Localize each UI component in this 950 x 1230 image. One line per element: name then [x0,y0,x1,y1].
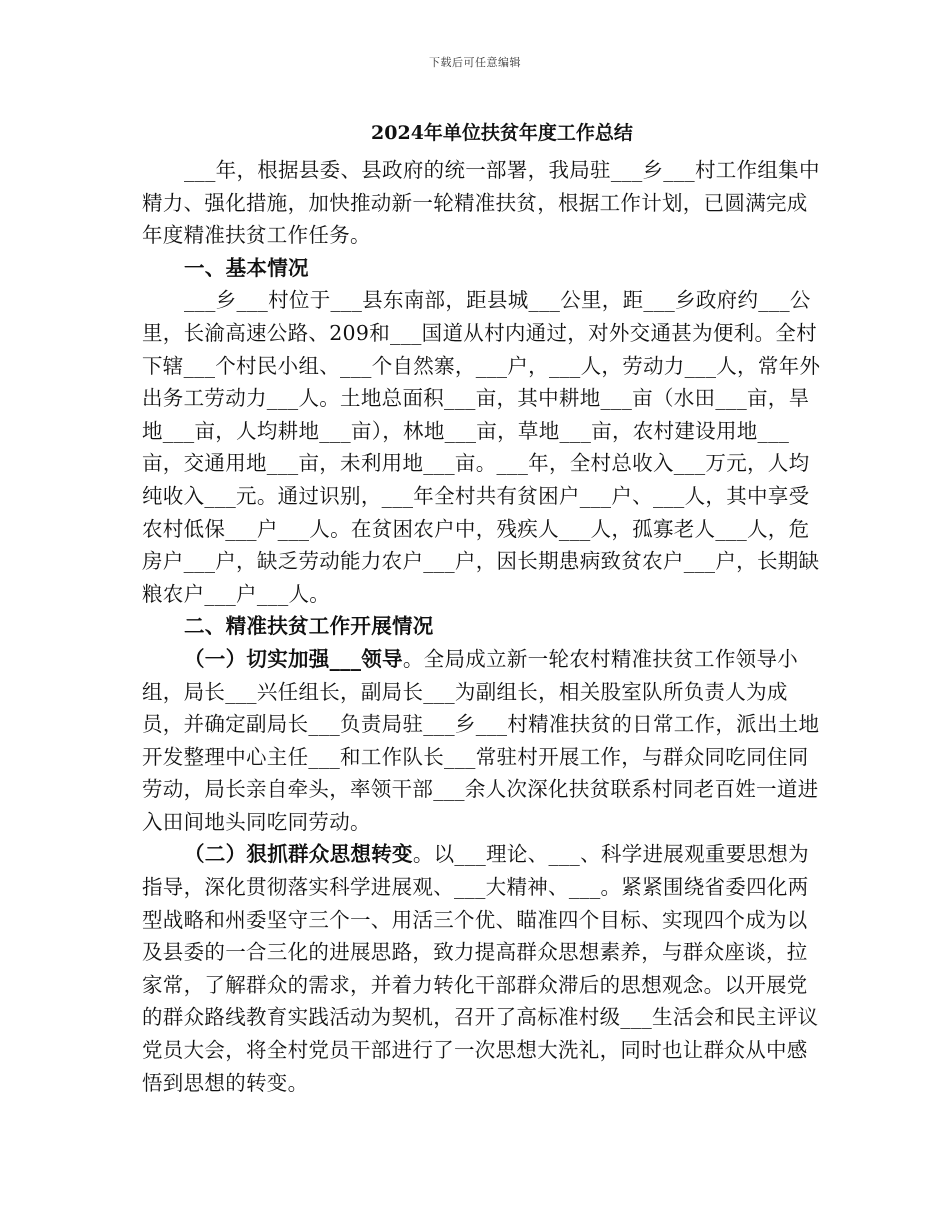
basic-info-paragraph: ___乡___村位于___县东南部，距县城___公里，距___乡政府约___公里，长渝高速公路、209和___国道从村内通过，对外交通甚为便利。全村下辖___个村民小组、___个自然寨，___户，___人，劳动力___人，常年外出务工劳动力___人。土地总面积___亩，其中耕地___亩（水田___亩，旱地___亩，人均耕地___亩），林地___亩，草地___亩，农村建设用地___亩，交通用地___亩，未利用地___亩。___年，全村总收入___万元，人均纯收入___元。通过识别，___年全村共有贫困户___户、___人，其中享受农村低保___户___人。在贫困农户中，残疾人___人，孤寡老人___人，危房户___户，缺乏劳动能力农户___户，因长期患病致贫农户___户，长期缺粮农户___户___人。 [142,288,821,606]
intro-paragraph: ___年，根据县委、县政府的统一部署，我局驻___乡___村工作组集中精力、强化措施，加快推动新一轮精准扶贫，根据工作计划，已圆满完成年度精准扶贫工作任务。 [142,158,820,248]
section-heading-work-progress: 二、精准扶贫工作开展情况 [184,614,434,639]
subsection-mindset-paragraph [142,838,822,1099]
section-heading-basic-info: 一、基本情况 [184,255,309,280]
subsection-mindset-body: 。以___理论、___、科学进展观重要思想为指导，深化贯彻落实科学进展观、___大精神、___。紧紧围绕省委四化两型战略和州委坚守三个一、用活三个优、瞄准四个目标、实现四个成为以及县委的一合三化的进展思路，致力提高群众思想素养，与群众座谈，拉家常，了解群众的需求，并着力转化干部群众滞后的思想观念。以开展党的群众路线教育实践活动为契机，召开了高标准村级___生活会和民主评议党员大会，将全村党员干部进行了一次思想大洗礼，同时也让群众从中感悟到思想的转变。 [142,842,819,1095]
subsection-mindset-lead: （二）狠抓群众思想转变 [184,842,413,867]
document-body [142,112,822,1099]
subsection-leadership-paragraph [142,643,822,839]
document-title: 2024年单位扶贫年度工作总结 [371,122,633,144]
subsection-leadership-body: 。全局成立新一轮农村精准扶贫工作领导小组，局长___兴任组长，副局长___为副组长，相关股室队所负责人为成员，并确定副局长___负责局驻___乡___村精准扶贫的日常工作，派出土地开发整理中心主任___和工作队长___常驻村开展工作，与群众同吃同住同劳动，局长亲自牵头，率领干部___余人次深化扶贫联系村同老百姓一道进入田间地头同吃同劳动。 [142,646,820,834]
header-note: 下载后可任意编辑 [429,56,521,69]
subsection-leadership-lead: （一）切实加强___领导 [184,646,403,671]
